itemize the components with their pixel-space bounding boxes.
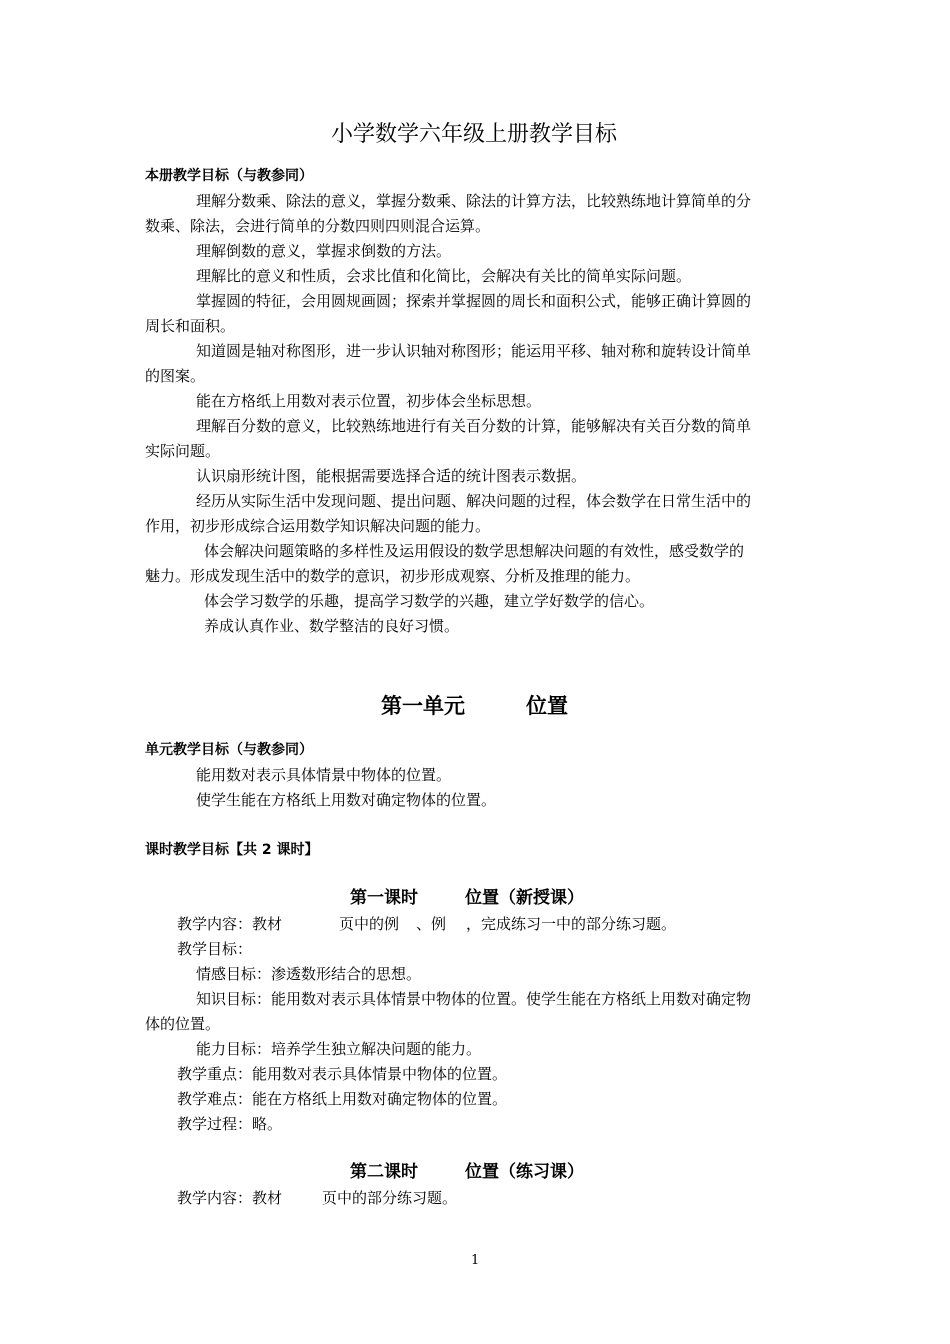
book-goal-line: 魅力。形成发现生活中的数学的意识，初步形成观察、分析及推理的能力。 — [145, 567, 641, 585]
unit-goal-line: 能用数对表示具体情景中物体的位置。 — [196, 766, 452, 784]
lesson1-content-example: 、例 — [416, 915, 447, 933]
lesson1-content-label: 教学内容：教材 — [177, 915, 283, 933]
lesson1-content-pages: 页中的例 — [339, 915, 400, 933]
book-goals-heading: 本册教学目标（与教参同） — [145, 168, 313, 184]
lesson1-line: 教学难点：能在方格纸上用数对确定物体的位置。 — [177, 1090, 508, 1108]
lesson1-title-topic: 位置（新授课） — [465, 888, 584, 908]
book-goal-line: 理解比的意义和性质，会求比值和化简比，会解决有关比的简单实际问题。 — [196, 267, 692, 285]
lesson1-line: 知识目标：能用数对表示具体情景中物体的位置。使学生能在方格纸上用数对确定物 — [196, 990, 752, 1008]
book-goal-line: 体会学习数学的乐趣，提高学习数学的兴趣，建立学好数学的信心。 — [204, 592, 655, 610]
lesson1-line: 教学重点：能用数对表示具体情景中物体的位置。 — [177, 1065, 508, 1083]
lesson1-line: 体的位置。 — [145, 1015, 221, 1033]
lesson2-content-label: 教学内容：教材 — [177, 1189, 283, 1207]
book-goal-line: 认识扇形统计图，能根据需要选择合适的统计图表示数据。 — [196, 467, 587, 485]
unit-name: 位置 — [526, 694, 568, 718]
book-goal-line: 作用，初步形成综合运用数学知识解决问题的能力。 — [145, 517, 491, 535]
lesson1-line: 教学目标： — [177, 940, 253, 958]
lesson1-line: 能力目标：培养学生独立解决问题的能力。 — [196, 1040, 482, 1058]
book-goal-line: 实际问题。 — [145, 442, 221, 460]
book-goal-line: 的图案。 — [145, 367, 206, 385]
lesson1-line: 教学过程：略。 — [177, 1115, 283, 1133]
book-goal-line: 理解分数乘、除法的意义，掌握分数乘、除法的计算方法，比较熟练地计算简单的分 — [196, 192, 752, 210]
book-goal-line: 数乘、除法，会进行简单的分数四则四则混合运算。 — [145, 217, 491, 235]
book-goal-line: 掌握圆的特征，会用圆规画圆；探索并掌握圆的周长和面积公式，能够正确计算圆的 — [196, 292, 752, 310]
book-goal-line: 知道圆是轴对称图形，进一步认识轴对称图形；能运用平移、轴对称和旋转设计简单 — [196, 342, 752, 360]
book-goal-line: 周长和面积。 — [145, 317, 236, 335]
book-goal-line: 能在方格纸上用数对表示位置，初步体会坐标思想。 — [196, 392, 542, 410]
unit-number: 第一单元 — [381, 694, 465, 718]
lesson-goals-heading: 课时教学目标【共 2 课时】 — [145, 842, 319, 858]
lesson1-line: 情感目标：渗透数形结合的思想。 — [196, 965, 422, 983]
lesson2-content-rest: 页中的部分练习题。 — [322, 1189, 458, 1207]
book-goal-line: 体会解决问题策略的多样性及运用假设的数学思想解决问题的有效性，感受数学的 — [204, 542, 745, 560]
document-title: 小学数学六年级上册教学目标 — [331, 122, 618, 147]
lesson2-title-topic: 位置（练习课） — [465, 1162, 584, 1182]
page-number: 1 — [471, 1253, 480, 1268]
unit-goal-line: 使学生能在方格纸上用数对确定物体的位置。 — [196, 791, 497, 809]
lesson2-title-number: 第二课时 — [350, 1162, 418, 1182]
lesson1-content-rest: ，完成练习一中的部分练习题。 — [466, 915, 677, 933]
book-goal-line: 理解倒数的意义，掌握求倒数的方法。 — [196, 242, 452, 260]
lesson1-title-number: 第一课时 — [350, 888, 418, 908]
book-goal-line: 经历从实际生活中发现问题、提出问题、解决问题的过程，体会数学在日常生活中的 — [196, 492, 752, 510]
book-goal-line: 理解百分数的意义，比较熟练地进行有关百分数的计算，能够解决有关百分数的简单 — [196, 417, 752, 435]
book-goal-line: 养成认真作业、数学整洁的良好习惯。 — [204, 617, 460, 635]
unit-goals-heading: 单元教学目标（与教参同） — [145, 742, 313, 758]
